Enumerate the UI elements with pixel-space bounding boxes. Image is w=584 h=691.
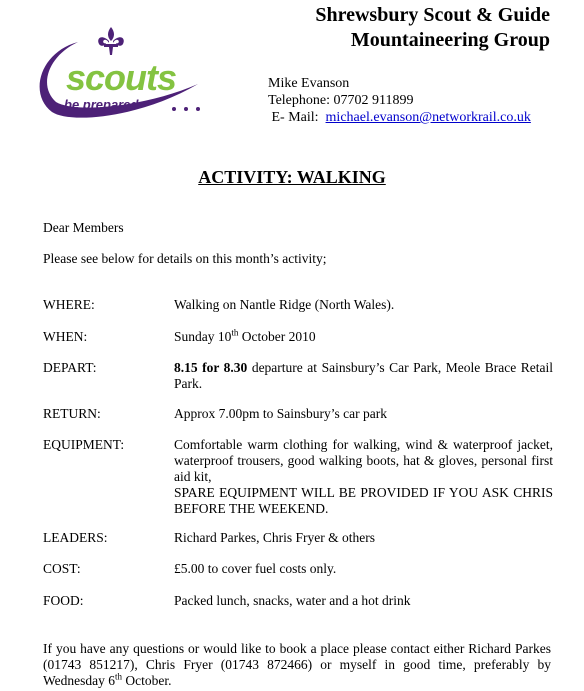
group-title [315,3,550,53]
contact-telephone [268,92,531,109]
equipment-label: EQUIPMENT: [43,437,125,452]
activity-title: ACTIVITY: WALKING [198,167,386,187]
return-value: Approx 7.00pm to Sainsbury’s car park [174,406,387,421]
telephone-number: 07702 911899 [333,93,414,108]
depart-value: 8.15 for 8.30 departure at Sainsbury’s Car Park, Meole Brace Retail Park. [174,360,553,391]
telephone-label: Telephone: [268,93,330,108]
when-label: WHEN: [43,329,88,344]
scouts-logo [30,14,210,124]
group-title-line-2: Mountaineering Group [350,29,550,51]
contact-block [268,75,531,126]
closing-paragraph: If you have any questions or would like to book a place please contact either Richard Parkes (01743 851217), Chris Fryer (01743 872466) or myself in good time, preferably by Wednesday 6th October. [43,641,551,688]
food-label: FOOD: [43,593,84,608]
contact-email [268,109,531,126]
leaders-value: Richard Parkes, Chris Fryer & others [174,530,375,545]
contact-name: Mike Evanson [268,76,350,91]
group-title-line-1: Shrewsbury Scout & Guide [315,4,550,26]
leaders-label: LEADERS: [43,530,108,545]
fleur-de-lis-icon [96,26,126,56]
email-link[interactable]: michael.evanson@networkrail.co.uk [325,110,531,125]
equipment-value: Comfortable warm clothing for walking, wind & waterproof jacket, waterproof trousers, good walking boots, hat & gloves, personal first aid kit, SPARE EQUIPMENT WILL BE PROVIDED IF YOU ASK CHRIS BEFORE THE WEEKEND. [174,437,553,516]
email-label: E- Mail: [271,110,319,125]
where-value: Walking on Nantle Ridge (North Wales). [174,297,395,312]
intro-text: Please see below for details on this month’s activity; [43,251,327,266]
cost-label: COST: [43,561,81,576]
logo-tagline: be prepared [64,97,139,112]
return-label: RETURN: [43,406,101,421]
when-value: Sunday 10th October 2010 [174,327,316,344]
cost-value: £5.00 to cover fuel costs only. [174,561,337,576]
depart-label: DEPART: [43,360,97,375]
food-value: Packed lunch, snacks, water and a hot drink [174,593,411,608]
logo-dots-graphic [170,101,216,113]
logo-wordmark: scouts [66,57,177,98]
where-label: WHERE: [43,297,95,312]
greeting: Dear Members [43,220,124,235]
